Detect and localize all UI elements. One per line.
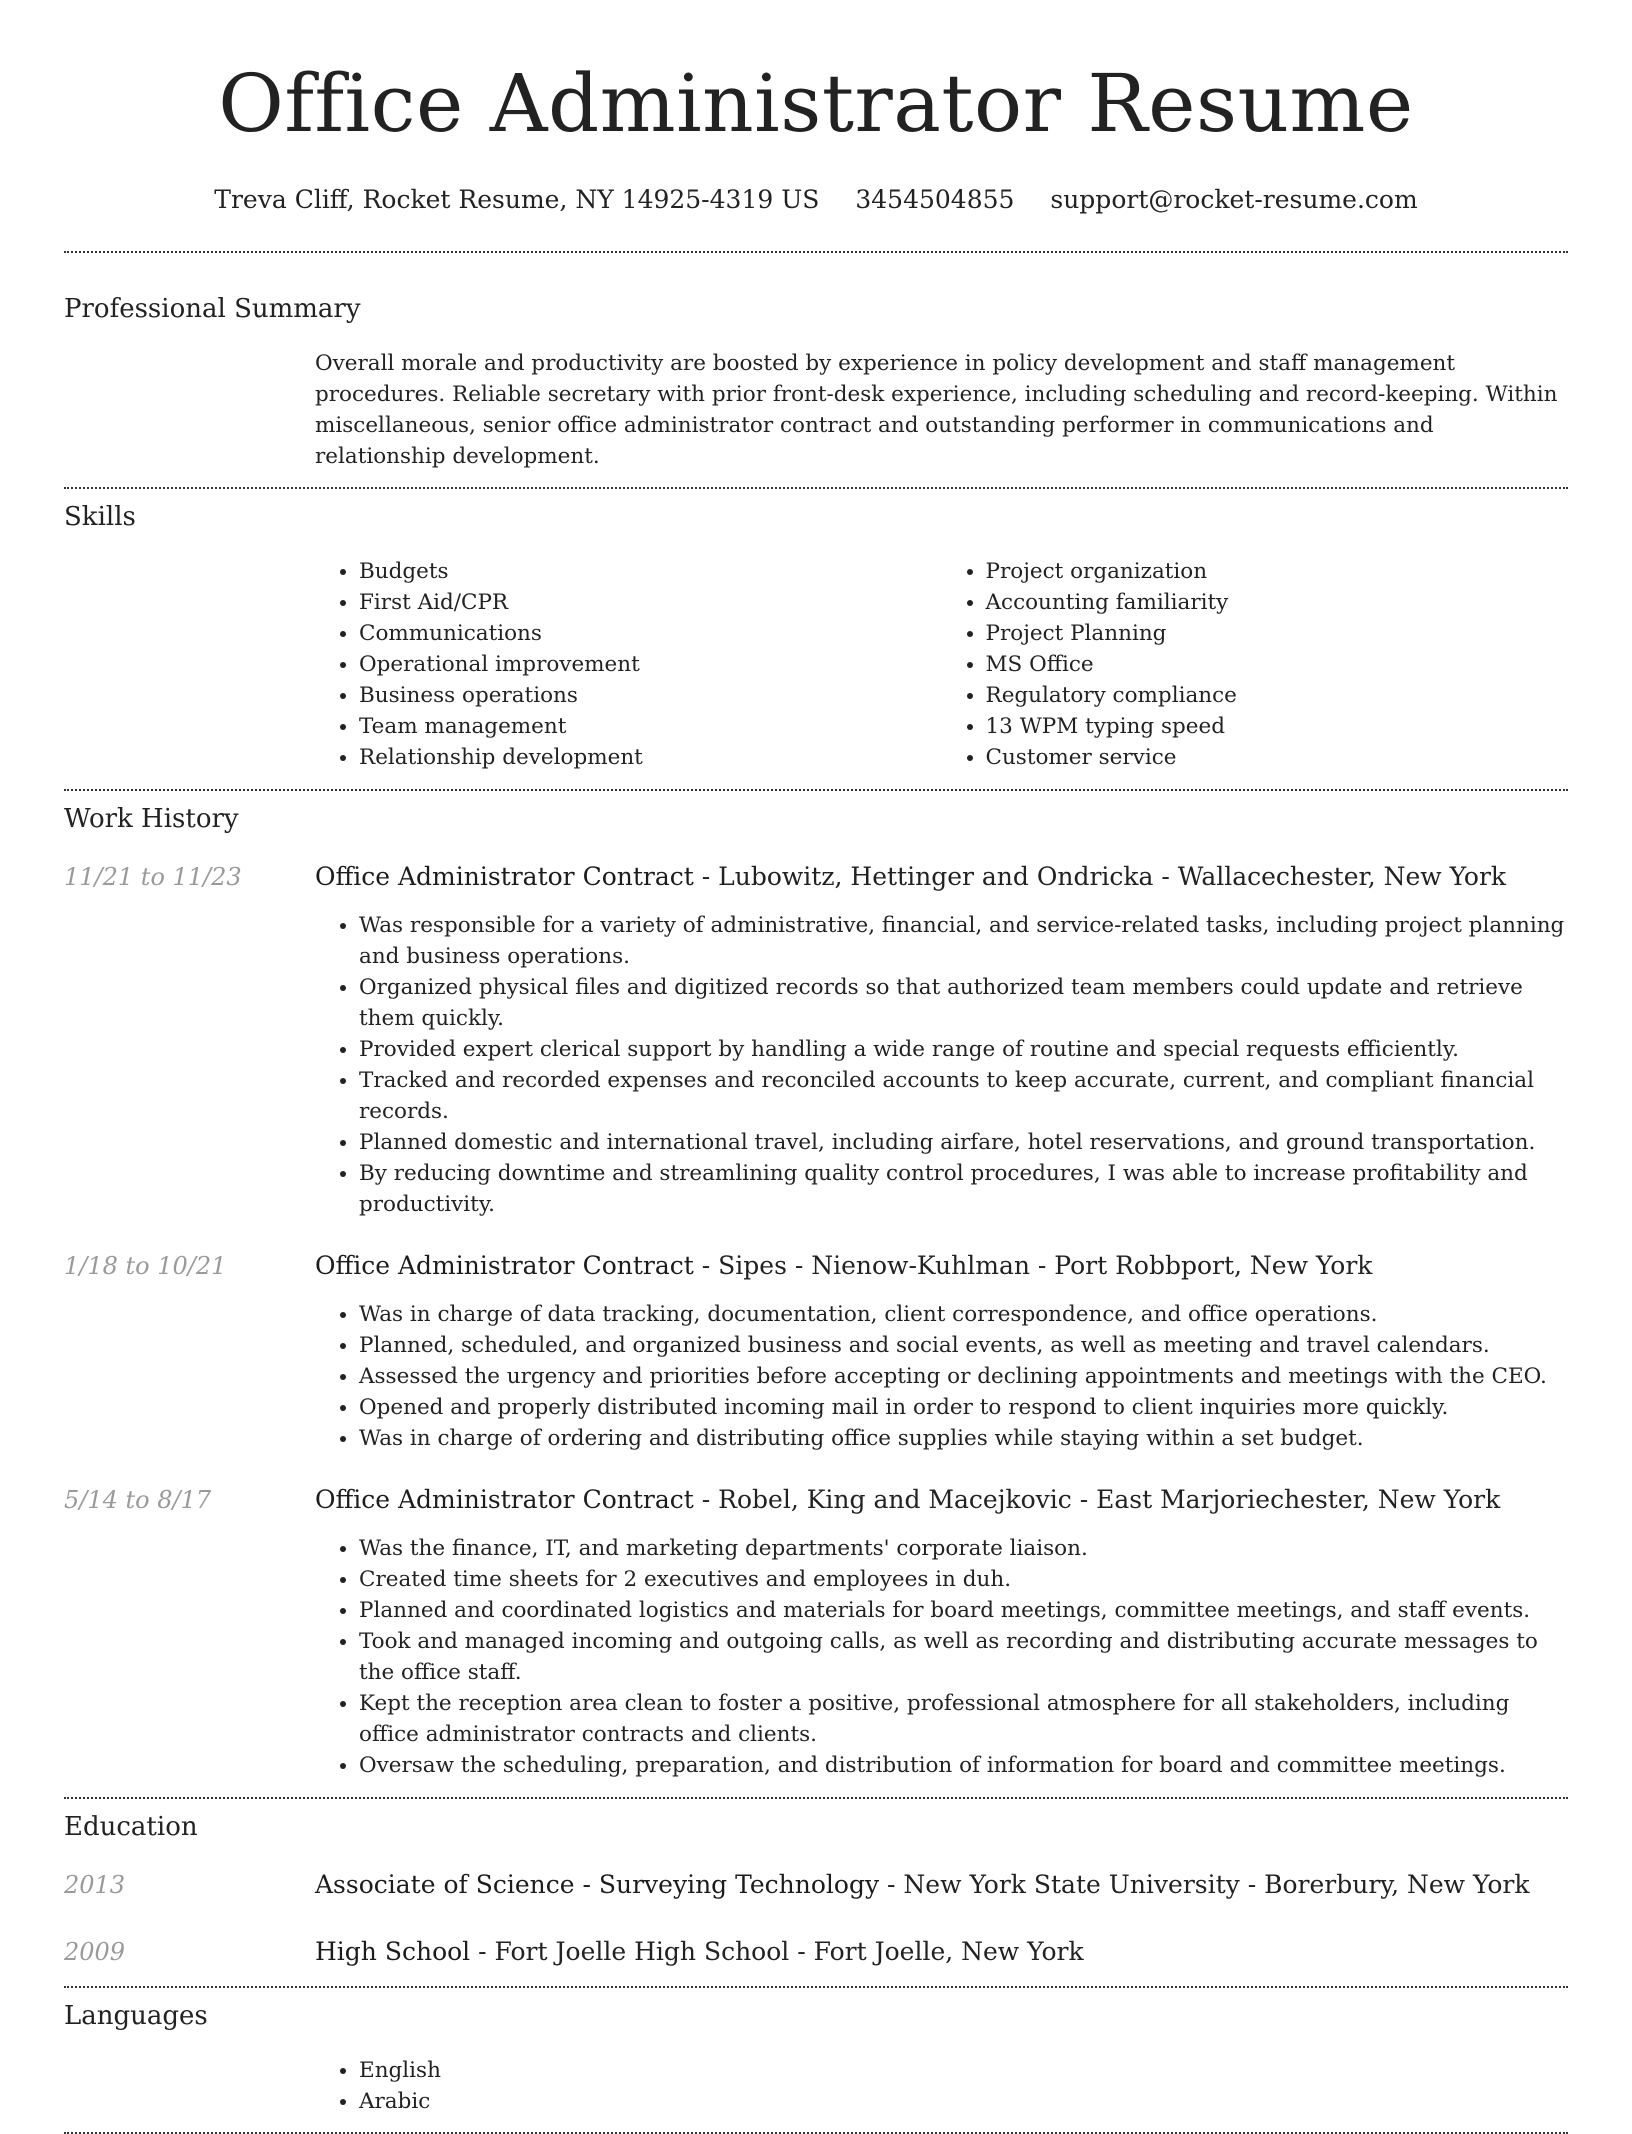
contact-phone: 3454504855 bbox=[855, 185, 1015, 214]
education-year: 2013 bbox=[64, 1871, 126, 1899]
job-bullet: • Kept the reception area clean to foster a positive, professional atmosphere for all stakeholders, including office administrator contracts and clients. bbox=[359, 1688, 1568, 1750]
skill-item: • Communications bbox=[359, 618, 942, 649]
education-heading-line bbox=[315, 1936, 1084, 1968]
job-bullet: • Took and managed incoming and outgoing calls, as well as recording and distributing accurate messages to the office staff. bbox=[359, 1626, 1568, 1688]
skill-item: • Relationship development bbox=[359, 742, 942, 773]
job-entry bbox=[64, 861, 1568, 893]
job-bullet: • Planned and coordinated logistics and materials for board meetings, committee meetings, and staff events. bbox=[359, 1595, 1568, 1626]
job-details: - Robel, King and Macejkovic - East Marjoriechester, New York bbox=[693, 1485, 1501, 1514]
job-bullet: • Was in charge of data tracking, documentation, client correspondence, and office operations. bbox=[359, 1299, 1568, 1330]
education-heading-line bbox=[315, 1869, 1529, 1901]
contact-address: Treva Cliff, Rocket Resume, NY 14925-4319 US bbox=[214, 185, 820, 214]
job-dates: 5/14 to 8/17 bbox=[64, 1486, 212, 1514]
job-dates: 1/18 to 10/21 bbox=[64, 1252, 227, 1280]
language-item: • English bbox=[359, 2055, 1568, 2086]
job-bullet: • By reducing downtime and streamlining quality control procedures, I was able to increase profitability and productivity. bbox=[359, 1158, 1568, 1220]
divider bbox=[64, 1797, 1568, 1799]
job-heading bbox=[315, 1250, 1372, 1282]
languages-heading: Languages bbox=[64, 2001, 208, 2031]
education-degree: High School bbox=[315, 1937, 471, 1966]
job-bullet: • Provided expert clerical support by handling a wide range of routine and special requests efficiently. bbox=[359, 1034, 1568, 1065]
skill-item: • Project Planning bbox=[986, 618, 1569, 649]
skill-item: • Operational improvement bbox=[359, 649, 942, 680]
education-entry bbox=[64, 1869, 1568, 1901]
summary-heading: Professional Summary bbox=[64, 294, 361, 324]
summary-text: Overall morale and productivity are boosted by experience in policy development and staff management procedures. Reliable secretary with prior front-desk experience, including scheduling and record-keeping. Within miscellaneous, senior office administrator contract and outstanding performer in communications and relationship development. bbox=[315, 351, 1558, 469]
skills-list-left bbox=[315, 556, 942, 773]
divider bbox=[64, 251, 1568, 253]
job-bullet: • Planned, scheduled, and organized business and social events, as well as meeting and travel calendars. bbox=[359, 1330, 1568, 1361]
languages-list bbox=[315, 2055, 1568, 2117]
resume-title: Office Administrator Resume bbox=[218, 57, 1414, 150]
skills-list-right bbox=[942, 556, 1569, 773]
contact-email: support@rocket-resume.com bbox=[1050, 185, 1418, 214]
skill-item: • MS Office bbox=[986, 649, 1569, 680]
skill-item: • Budgets bbox=[359, 556, 942, 587]
education-heading: Education bbox=[64, 1812, 198, 1842]
divider bbox=[64, 487, 1568, 489]
skill-item: • Business operations bbox=[359, 680, 942, 711]
divider bbox=[64, 1986, 1568, 1988]
job-heading bbox=[315, 1484, 1500, 1516]
skill-item: • Regulatory compliance bbox=[986, 680, 1569, 711]
job-details: - Sipes - Nienow-Kuhlman - Port Robbport, New York bbox=[693, 1251, 1373, 1280]
job-bullets bbox=[315, 910, 1568, 1220]
job-bullet: • Opened and properly distributed incoming mail in order to respond to client inquiries more quickly. bbox=[359, 1392, 1568, 1423]
education-year: 2009 bbox=[64, 1938, 126, 1966]
job-bullet: • Was the finance, IT, and marketing departments' corporate liaison. bbox=[359, 1533, 1568, 1564]
skill-item: • Customer service bbox=[986, 742, 1569, 773]
job-entry bbox=[64, 1484, 1568, 1516]
skill-item: • Accounting familiarity bbox=[986, 587, 1569, 618]
education-degree: Associate of Science - Surveying Technology bbox=[315, 1870, 880, 1899]
job-bullet: • Was in charge of ordering and distributing office supplies while staying within a set budget. bbox=[359, 1423, 1568, 1454]
job-bullet: • Oversaw the scheduling, preparation, and distribution of information for board and committee meetings. bbox=[359, 1750, 1568, 1781]
skills-columns bbox=[315, 556, 1568, 773]
skill-item: • Project organization bbox=[986, 556, 1569, 587]
job-bullet: • Created time sheets for 2 executives and employees in duh. bbox=[359, 1564, 1568, 1595]
education-details: - Fort Joelle High School - Fort Joelle, New York bbox=[470, 1937, 1084, 1966]
job-role: Office Administrator Contract bbox=[315, 1485, 694, 1514]
divider bbox=[64, 789, 1568, 791]
job-bullets bbox=[315, 1533, 1568, 1781]
job-bullet: • Planned domestic and international travel, including airfare, hotel reservations, and ground transportation. bbox=[359, 1127, 1568, 1158]
education-entry bbox=[64, 1936, 1568, 1968]
job-dates: 11/21 to 11/23 bbox=[64, 863, 242, 891]
skill-item: • 13 WPM typing speed bbox=[986, 711, 1569, 742]
education-details: - New York State University - Borerbury, New York bbox=[879, 1870, 1530, 1899]
job-bullet: • Tracked and recorded expenses and reconciled accounts to keep accurate, current, and compliant financial records. bbox=[359, 1065, 1568, 1127]
job-role: Office Administrator Contract bbox=[315, 1251, 694, 1280]
job-bullet: • Organized physical files and digitized records so that authorized team members could update and retrieve them quickly. bbox=[359, 972, 1568, 1034]
work-heading: Work History bbox=[64, 804, 239, 834]
skill-item: • First Aid/CPR bbox=[359, 587, 942, 618]
job-heading bbox=[315, 861, 1506, 893]
job-entry bbox=[64, 1250, 1568, 1282]
job-role: Office Administrator Contract bbox=[315, 862, 694, 891]
skills-heading: Skills bbox=[64, 502, 136, 532]
job-details: - Lubowitz, Hettinger and Ondricka - Wallacechester, New York bbox=[693, 862, 1507, 891]
job-bullets bbox=[315, 1299, 1568, 1454]
contact-line bbox=[64, 184, 1568, 216]
skill-item: • Team management bbox=[359, 711, 942, 742]
job-bullet: • Was responsible for a variety of administrative, financial, and service-related tasks, including project planning and business operations. bbox=[359, 910, 1568, 972]
language-item: • Arabic bbox=[359, 2086, 1568, 2117]
job-bullet: • Assessed the urgency and priorities before accepting or declining appointments and meetings with the CEO. bbox=[359, 1361, 1568, 1392]
